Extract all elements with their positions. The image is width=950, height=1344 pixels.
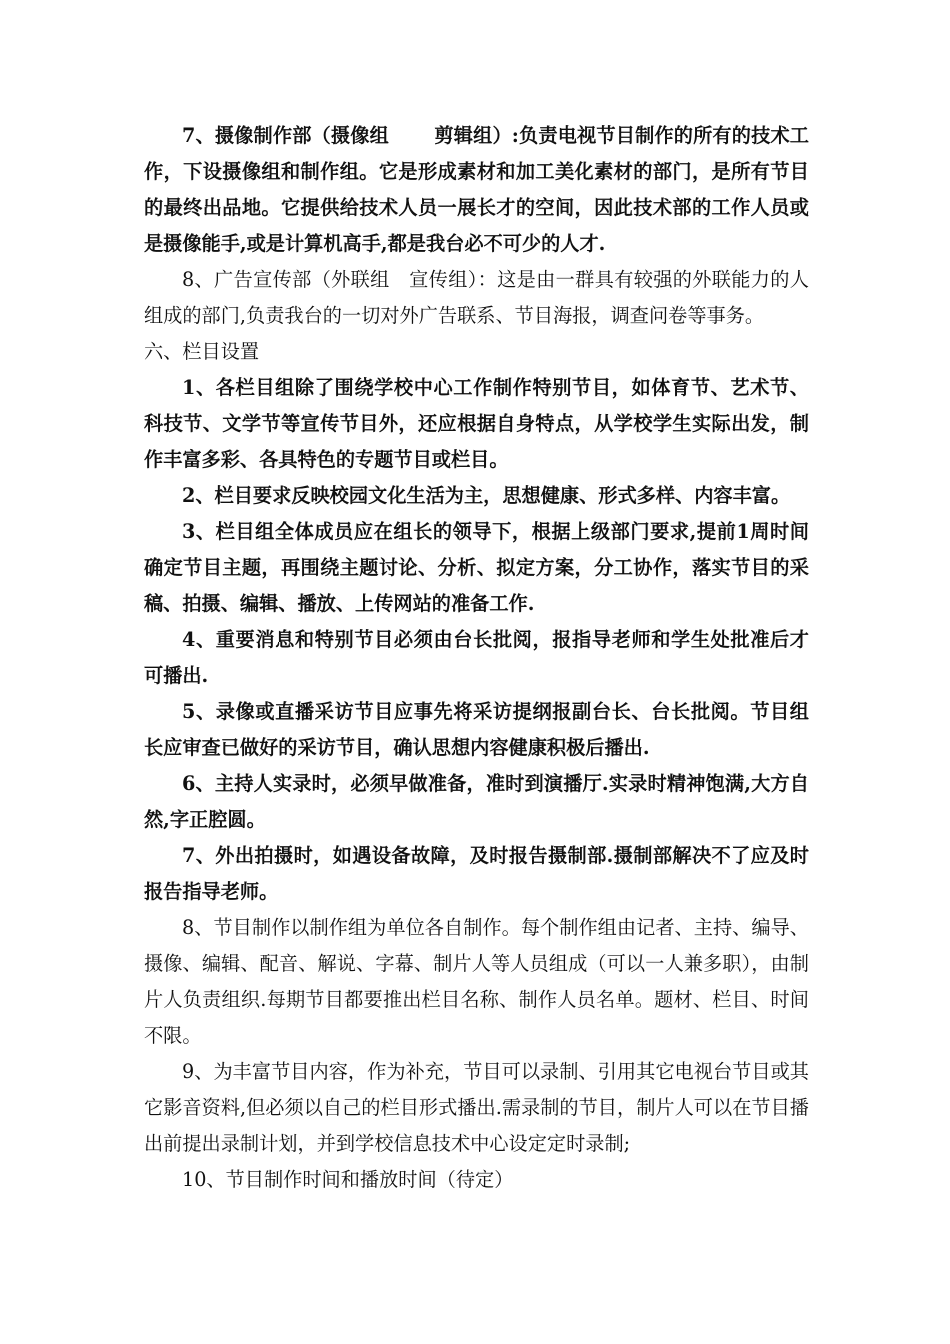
paragraph-item-1: 1、各栏目组除了围绕学校中心工作制作特别节目，如体育节、艺术节、科技节、文学节等宣传节目外，还应根据自身特点，从学校学生实际出发，制作丰富多彩、各具特色的专题节目或栏目。 bbox=[144, 376, 809, 471]
paragraph-item-6: 6、主持人实录时，必须早做准备，准时到演播厅.实录时精神饱满,大方自然,字正腔圆。 bbox=[144, 772, 809, 831]
paragraph-advertising-dept: 8、广告宣传部（外联组 宣传组）：这是由一群具有较强的外联能力的人组成的部门,负责我台的一切对外广告联系、节目海报，调查问卷等事务。 bbox=[144, 268, 809, 327]
document-body bbox=[144, 118, 809, 1198]
paragraph-item-5: 5、录像或直播采访节目应事先将采访提纲报副台长、台长批阅。节目组长应审查已做好的采访节目，确认思想内容健康积极后播出. bbox=[144, 700, 809, 759]
paragraph-item-2: 2、栏目要求反映校园文化生活为主，思想健康、形式多样、内容丰富。 bbox=[182, 484, 791, 507]
paragraph-item-10: 10、节目制作时间和播放时间（待定） bbox=[182, 1168, 514, 1191]
paragraph-item-7: 7、外出拍摄时，如遇设备故障，及时报告摄制部.摄制部解决不了应及时报告指导老师。 bbox=[144, 844, 809, 903]
paragraph-item-4: 4、重要消息和特别节目必须由台长批阅，报指导老师和学生处批准后才可播出. bbox=[144, 628, 809, 687]
paragraph-camera-production-dept: 7、摄像制作部（摄像组 剪辑组）:负责电视节目制作的所有的技术工作，下设摄像组和制作组。它是形成素材和加工美化素材的部门，是所有节目的最终出品地。它提供给技术人员一展长才的空间，因此技术部的工作人员或是摄像能手,或是计算机高手,都是我台必不可少的人才. bbox=[144, 124, 809, 255]
paragraph-item-8: 8、节目制作以制作组为单位各自制作。每个制作组由记者、主持、编导、摄像、编辑、配音、解说、字幕、制片人等人员组成（可以一人兼多职），由制片人负责组织.每期节目都要推出栏目名称、制作人员名单。题材、栏目、时间不限。 bbox=[144, 916, 809, 1047]
paragraph-item-3: 3、栏目组全体成员应在组长的领导下，根据上级部门要求,提前1周时间确定节目主题，再围绕主题讨论、分析、拟定方案，分工协作，落实节目的采稿、拍摄、编辑、播放、上传网站的准备工作. bbox=[144, 520, 809, 615]
section-heading-program-setup: 六、栏目设置 bbox=[144, 340, 260, 363]
paragraph-item-9: 9、为丰富节目内容，作为补充，节目可以录制、引用其它电视台节目或其它影音资料,但必须以自己的栏目形式播出.需录制的节目，制片人可以在节目播出前提出录制计划，并到学校信息技术中心设定定时录制; bbox=[144, 1060, 809, 1155]
